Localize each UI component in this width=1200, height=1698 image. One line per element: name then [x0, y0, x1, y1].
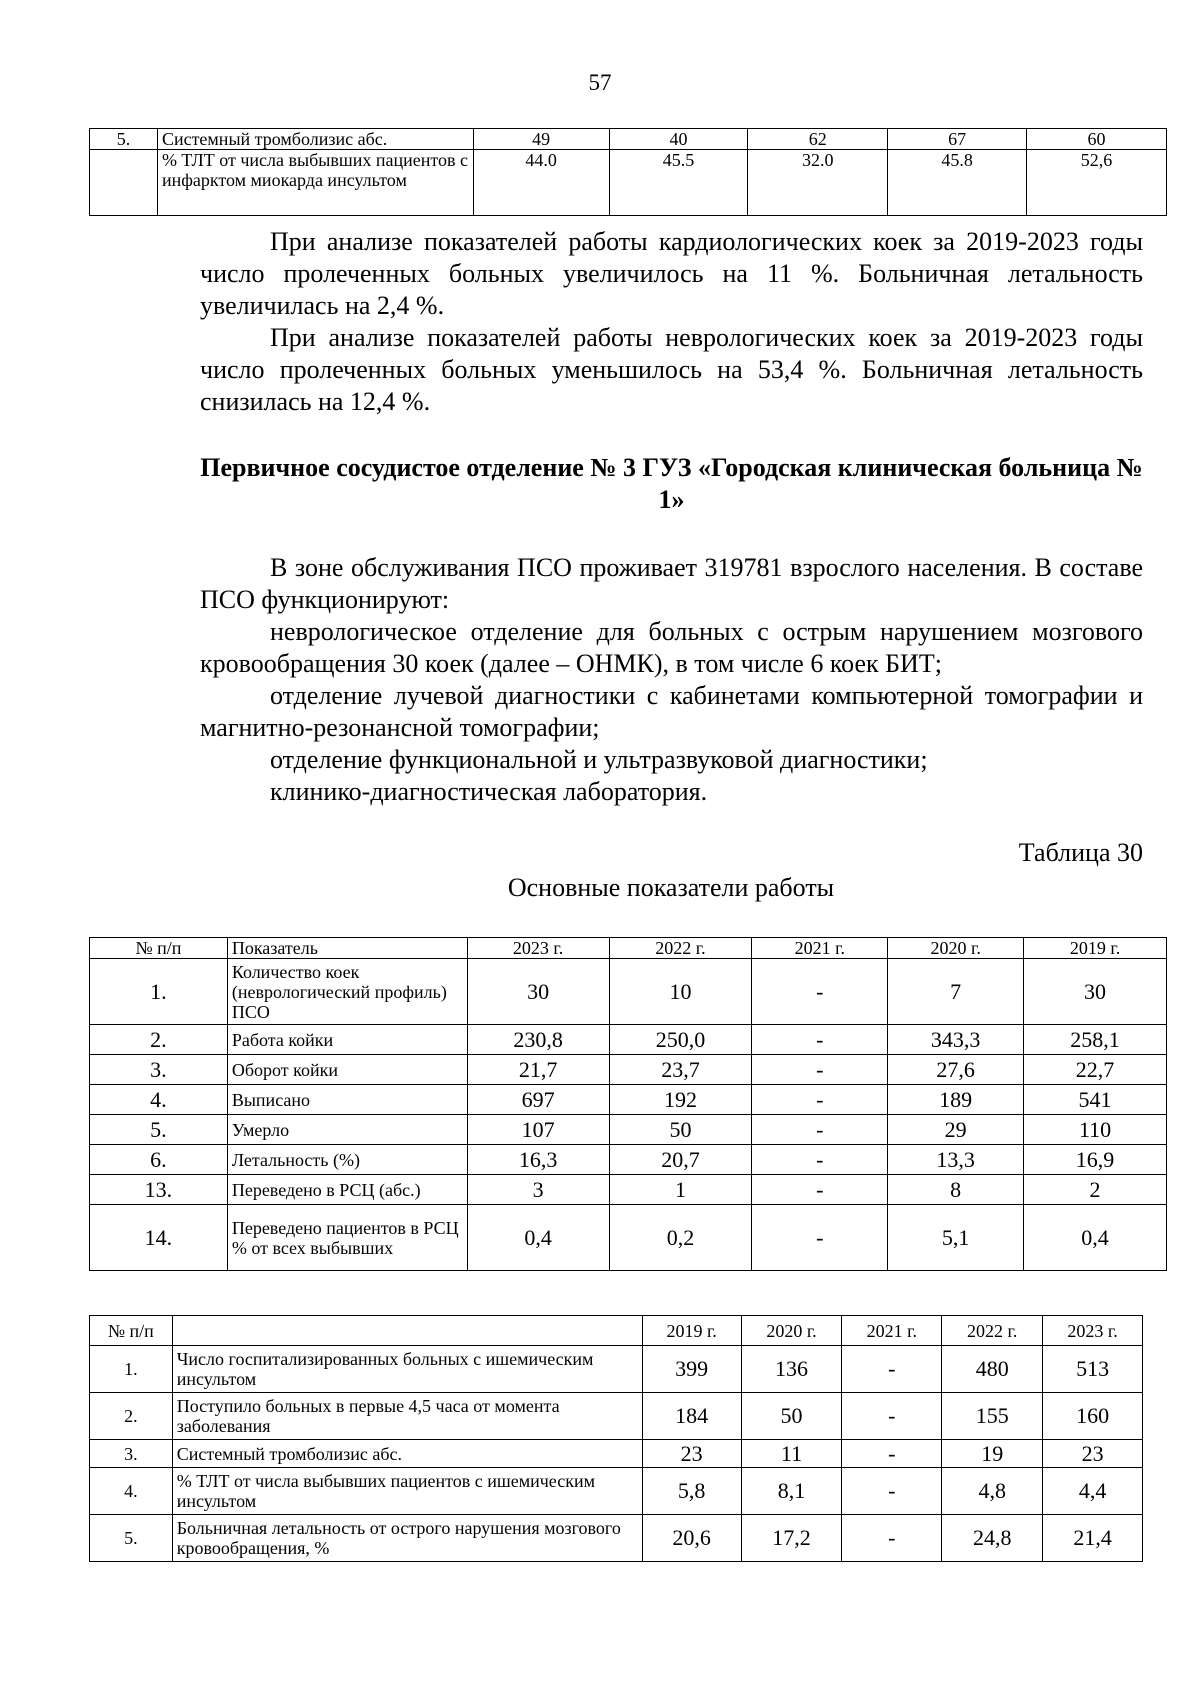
section-heading: Первичное сосудистое отделение № 3 ГУЗ «Городская клиническая больница № 1» [200, 453, 1143, 514]
cell-value: 2 [1024, 1175, 1167, 1205]
table-row [90, 1115, 1167, 1145]
header-cell: 2020 г. [741, 1316, 842, 1346]
cell-value: 49 [473, 129, 609, 150]
table-caption: Основные показатели работы [507, 873, 835, 902]
header-cell: 2021 г. [842, 1316, 942, 1346]
table-30 [89, 937, 1167, 1271]
row-number: 5. [90, 129, 158, 150]
table-row [90, 1025, 1167, 1055]
cell-value: 189 [888, 1085, 1024, 1115]
cell-value: 50 [609, 1115, 752, 1145]
cell-value: - [752, 1085, 888, 1115]
row-number: 6. [90, 1145, 228, 1175]
row-number: 1. [90, 959, 228, 1025]
cell-value: - [752, 1025, 888, 1055]
cell-value: 136 [741, 1346, 842, 1393]
paragraph: клинико-диагностическая лаборатория. [270, 777, 708, 806]
header-cell: 2020 г. [888, 938, 1024, 959]
row-label: Больничная летальность от острого нарушения мозгового кровообращения, % [172, 1515, 642, 1562]
cell-value: 541 [1024, 1085, 1167, 1115]
cell-value: 30 [467, 959, 609, 1025]
cell-value: 50 [741, 1393, 842, 1440]
cell-value: - [842, 1440, 942, 1468]
table-row [90, 1175, 1167, 1205]
stroke-indicators-table [89, 1315, 1143, 1562]
cell-value: 32.0 [748, 150, 888, 216]
row-label: Системный тромболизис абс. [157, 129, 473, 150]
cell-value: 192 [609, 1085, 752, 1115]
cell-value: 16,3 [467, 1145, 609, 1175]
cell-value: 22,7 [1024, 1055, 1167, 1085]
table-number-label: Таблица 30 [1018, 838, 1143, 867]
cell-value: 250,0 [609, 1025, 752, 1055]
cell-value: 110 [1024, 1115, 1167, 1145]
cell-value: 23,7 [609, 1055, 752, 1085]
cell-value: 184 [642, 1393, 741, 1440]
row-number: 4. [90, 1468, 173, 1515]
row-number: 14. [90, 1205, 228, 1271]
cell-value: 29 [888, 1115, 1024, 1145]
cell-value: 343,3 [888, 1025, 1024, 1055]
cell-value: 20,7 [609, 1145, 752, 1175]
cell-value: 30 [1024, 959, 1167, 1025]
cell-value: 0,2 [609, 1205, 752, 1271]
cell-value: 45.8 [888, 150, 1027, 216]
header-cell: 2023 г. [1043, 1316, 1143, 1346]
header-cell: 2019 г. [1024, 938, 1167, 959]
table-row [90, 959, 1167, 1025]
header-cell: Показатель [227, 938, 467, 959]
cell-value: - [752, 1115, 888, 1145]
row-label: Поступило больных в первые 4,5 часа от момента заболевания [172, 1393, 642, 1440]
row-label: Переведено в РСЦ (абс.) [227, 1175, 467, 1205]
cell-value: 8,1 [741, 1468, 842, 1515]
table-row [90, 129, 1167, 150]
row-label: Летальность (%) [227, 1145, 467, 1175]
cell-value: 60 [1027, 129, 1167, 150]
cell-value: 23 [642, 1440, 741, 1468]
cell-value: 697 [467, 1085, 609, 1115]
cell-value: 160 [1043, 1393, 1143, 1440]
paragraph: При анализе показателей работы неврологических коек за 2019-2023 годы число пролеченных больных уменьшилось на 53,4 %. Больничная летальность снизилась на 12,4 %. [200, 323, 1143, 416]
cell-value: - [842, 1393, 942, 1440]
cell-value: 27,6 [888, 1055, 1024, 1085]
header-cell [172, 1316, 642, 1346]
table-row [90, 150, 1167, 216]
cell-value: 17,2 [741, 1515, 842, 1562]
cell-value: 13,3 [888, 1145, 1024, 1175]
cell-value: - [842, 1515, 942, 1562]
header-cell: № п/п [90, 938, 228, 959]
cell-value: 5,1 [888, 1205, 1024, 1271]
page-number: 57 [588, 70, 612, 95]
table-row [90, 1346, 1143, 1393]
table-row [90, 1205, 1167, 1271]
row-label: Число госпитализированных больных с ишемическим инсультом [172, 1346, 642, 1393]
header-cell: 2019 г. [642, 1316, 741, 1346]
header-cell: 2022 г. [942, 1316, 1043, 1346]
cell-value: 20,6 [642, 1515, 741, 1562]
cell-value: 0,4 [1024, 1205, 1167, 1271]
table-header-row [90, 938, 1167, 959]
row-label: Работа койки [227, 1025, 467, 1055]
cell-value: 513 [1043, 1346, 1143, 1393]
table-row [90, 1515, 1143, 1562]
cell-value: 230,8 [467, 1025, 609, 1055]
cell-value: 1 [609, 1175, 752, 1205]
row-number: 3. [90, 1055, 228, 1085]
row-label: Количество коек (неврологический профиль) ПСО [227, 959, 467, 1025]
row-label: % ТЛТ от числа выбывших пациентов с ишемическим инсультом [172, 1468, 642, 1515]
header-cell: 2022 г. [609, 938, 752, 959]
row-number: 3. [90, 1440, 173, 1468]
cell-value: 16,9 [1024, 1145, 1167, 1175]
row-label: Оборот койки [227, 1055, 467, 1085]
row-label: % ТЛТ от числа выбывших пациентов с инфарктом миокарда инсультом [157, 150, 473, 216]
header-cell: № п/п [90, 1316, 173, 1346]
table-row [90, 1145, 1167, 1175]
cell-value: 40 [609, 129, 748, 150]
cell-value: - [752, 1175, 888, 1205]
table-row [90, 1440, 1143, 1468]
paragraph: отделение функциональной и ультразвуковой диагностики; [270, 745, 928, 774]
row-number: 2. [90, 1025, 228, 1055]
top-continuation-table [89, 128, 1167, 216]
row-label: Умерло [227, 1115, 467, 1145]
cell-value: - [752, 1055, 888, 1085]
cell-value: 24,8 [942, 1515, 1043, 1562]
row-number: 4. [90, 1085, 228, 1115]
cell-value: 8 [888, 1175, 1024, 1205]
cell-value: - [752, 959, 888, 1025]
cell-value: 3 [467, 1175, 609, 1205]
cell-value: 107 [467, 1115, 609, 1145]
cell-value: 23 [1043, 1440, 1143, 1468]
row-label: Выписано [227, 1085, 467, 1115]
row-number: 2. [90, 1393, 173, 1440]
cell-value: 45.5 [609, 150, 748, 216]
paragraph: отделение лучевой диагностики с кабинетами компьютерной томографии и магнитно-резонансной томографии; [200, 681, 1143, 742]
cell-value: - [752, 1205, 888, 1271]
cell-value: 52,6 [1027, 150, 1167, 216]
paragraph: В зоне обслуживания ПСО проживает 319781 взрослого населения. В составе ПСО функционируют: [200, 553, 1143, 614]
header-cell: 2023 г. [467, 938, 609, 959]
cell-value: 62 [748, 129, 888, 150]
cell-value: 399 [642, 1346, 741, 1393]
row-label: Переведено пациентов в РСЦ % от всех выбывших [227, 1205, 467, 1271]
row-number: 13. [90, 1175, 228, 1205]
table-row [90, 1085, 1167, 1115]
row-label: Системный тромболизис абс. [172, 1440, 642, 1468]
cell-value: 155 [942, 1393, 1043, 1440]
row-number: 5. [90, 1115, 228, 1145]
cell-value: 4,8 [942, 1468, 1043, 1515]
cell-value: 480 [942, 1346, 1043, 1393]
cell-value: - [752, 1145, 888, 1175]
cell-value: - [842, 1346, 942, 1393]
cell-value: 21,4 [1043, 1515, 1143, 1562]
cell-value: 258,1 [1024, 1025, 1167, 1055]
paragraph: При анализе показателей работы кардиологических коек за 2019-2023 годы число пролеченных больных увеличилось на 11 %. Больничная летальность увеличилась на 2,4 %. [200, 227, 1143, 320]
cell-value: 19 [942, 1440, 1043, 1468]
table-row [90, 1055, 1167, 1085]
row-number: 1. [90, 1346, 173, 1393]
cell-value: 44.0 [473, 150, 609, 216]
cell-value: 7 [888, 959, 1024, 1025]
cell-value: 11 [741, 1440, 842, 1468]
cell-value: 4,4 [1043, 1468, 1143, 1515]
row-number: 5. [90, 1515, 173, 1562]
cell-value: - [842, 1468, 942, 1515]
cell-value: 67 [888, 129, 1027, 150]
cell-value: 0,4 [467, 1205, 609, 1271]
cell-value: 10 [609, 959, 752, 1025]
cell-value: 5,8 [642, 1468, 741, 1515]
table-header-row [90, 1316, 1143, 1346]
paragraph: неврологическое отделение для больных с острым нарушением мозгового кровообращения 30 коек (далее – ОНМК), в том числе 6 коек БИТ; [200, 617, 1143, 678]
header-cell: 2021 г. [752, 938, 888, 959]
cell-value: 21,7 [467, 1055, 609, 1085]
row-number [90, 150, 158, 216]
table-row [90, 1468, 1143, 1515]
table-row [90, 1393, 1143, 1440]
